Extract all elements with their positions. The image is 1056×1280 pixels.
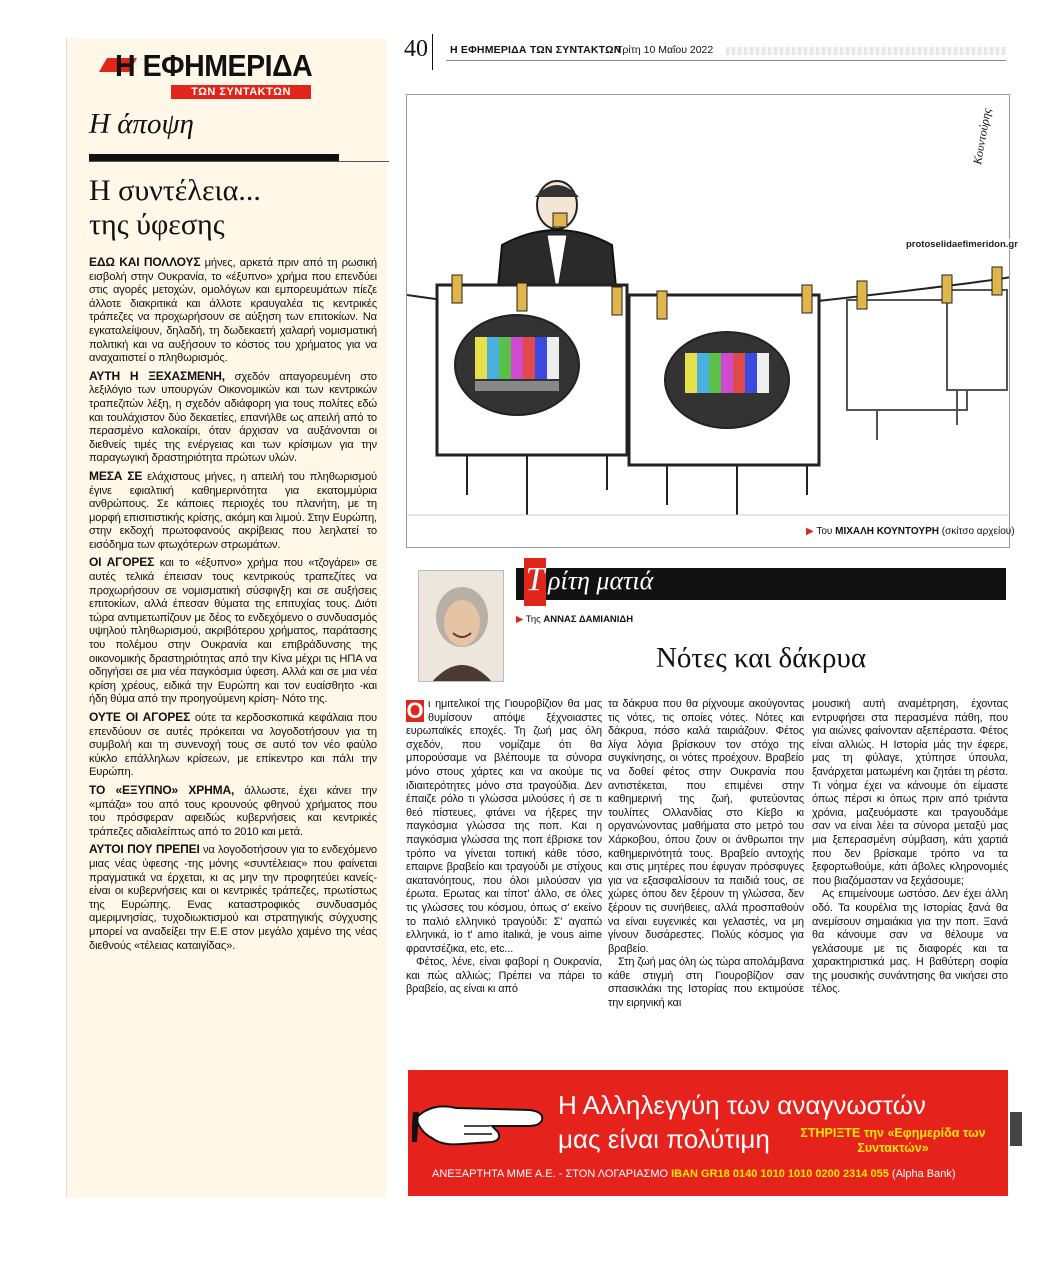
paragraph-text: να λογοδοτήσουν για το ενδεχόμενο μιας νέας ύφεσης -της μόνης «συντέλειας» που φαίνεται πραγματικά να έρχεται, κι ας μην την προφητεύει κανείς- είναι οι κυβερνήσεις και οι κεντρικές τράπεζες, πρωτίστως της Ευρώπης. Ενας καταστροφικός συνδυασμός αμεριμνησίας, τυχοδιωκτισμού και στρατηγικής σύγχυσης μπορεί να αναδείξει την Ε.Ε στον μεγάλο χαμένο της νέας διεθνούς «τέλειας καταιγίδας».	[89, 844, 377, 952]
tv-screen-left	[437, 285, 627, 515]
article-column-2	[608, 698, 804, 1011]
byline-pre: Της	[525, 614, 544, 625]
masthead-logo	[115, 48, 363, 99]
paragraph-text: και το «έξυπνο» χρήμα που «τζογάρει» σε αυτές τελικά έπεισαν τους κεντρικούς τραπεζίτες να προχωρήσουν σε νομισματική σύσφιγξη και σε αυξήσεις επιτοκίων, αλλά έπεσαν θύματα της επιτυχίας τους. Διότι τώρα αντιμετωπίζουν με δέος το ενδεχόμενο ο συνδυασμός υψηλού πληθωρισμού, ακριβότερου χρήματος, παράτασης του πολέμου στην Ουκρανία και επιβράδυνσης της οικονομικής δραστηριότητας από την Κίνα μέχρι τις ΗΠΑ να οδηγήσει σε μια νέα παγκόσμια ύφεση. Αλλά και σε μια νέα κρίση χρέους, ειδικά την Ευρώπη και τον ευαίσθητο -και ήδη θύμα από την προηγούμενη κρίση- Νότο της.	[89, 557, 377, 706]
header-paper-name: Η ΕΦΗΜΕΡΙΔΑ ΤΩΝ ΣΥΝΤΑΚΤΩΝ	[450, 44, 622, 56]
paragraph-lead: ΑΥΤΗ Η ΞΕΧΑΣΜΕΝΗ,	[89, 368, 225, 383]
editorial-paragraph	[89, 556, 377, 707]
article-paragraph: Ας επιμείνουμε ωστόσο. Δεν έχει άλλη οδό. Τα κουρέλια της Ιστορίας ξανά θα ανεμίσουν σημαιάκια για την ποπ. Ξανά θα κάνουμε σαν να θέλουμε να γελάσουμε με τις διαφορές και τα χαρακτηριστικά μας. Η βαθύτερη σοφία της μουσικής συνάντησης θα νικήσει στο τέλος.	[812, 888, 1008, 996]
iban-label: IBAN	[671, 1168, 698, 1180]
article-column-1	[406, 698, 602, 997]
header-date: Τρίτη 10 Μαΐου 2022	[616, 44, 714, 56]
editorial-paragraph	[89, 370, 377, 466]
newspaper-page	[36, 30, 1020, 1230]
bank-name: (Alpha Bank)	[888, 1168, 956, 1180]
editorial-paragraph	[89, 784, 377, 839]
author-photo	[418, 570, 504, 682]
paragraph-text: ελάχιστους μήνες, η απειλή του πληθωρισμού έγινε εφιαλτική καθημερινότητα για εκατομμύρια ανθρώπους. Σε κάποιες περιοχές του πλανήτη, με τη μορφή επισιτιστικής κρίσης, ακόμη και λιμού. Στην Ευρώπη, στην εκδοχή πρωτοφανούς ακρίβειας που λεηλατεί το εισόδημα των φτωχότερων στρωμάτων.	[89, 470, 377, 551]
byline-author: ΑΝΝΑΣ ΔΑΜΙΑΝΙΔΗ	[543, 614, 634, 625]
caption-pre: Του	[816, 526, 836, 537]
paragraph-text: ι ημιτελικοί της Γιουροβίζιον θα μας θυμίσουν απόψε ξέχνοιαστες ευρωπαϊκές εποχές. Τη ζωή μας όλη σχεδόν, που νομίζαμε ότι θα μπορούσαμε να βλέπουμε τα σύνορα μόνο στους χάρτες και να ακούμε τις ιδιαιτερότητες μόνο στα τραγούδια. Δεν έπαιζε ρόλο τι γλώσσα μιλούσες ή σε τι θεό πίστευες, φτάνει να ήξερες την παγκόσμια γλώσσα της ποπ. Και η παγκόσμια γλώσσα της ποπ έβρισκε τον τρόπο να γίνεται τοπική κάθε τόσο, επαιρνε βραβείο και τραγούδι με στίχους ακατανόητους, που όλοι μιλούσαν για έρωτα. Ερωτας και τίποτ' άλλο, σε όλες τις γλώσσες του κόσμου, όπως σ' εκείνο το παλιό ελληνικό τραγούδι: Σ' αγαπώ ελληνικά, io t' amo italικά, je vous aime φραντσέζικα, etc, etc...	[406, 698, 602, 955]
author-portrait	[419, 571, 504, 682]
triangle-icon: ▶	[806, 526, 814, 537]
header-rule	[446, 60, 1006, 61]
paragraph-lead: ΕΔΩ ΚΑΙ ΠΟΛΛΟΥΣ	[89, 255, 201, 269]
column-heading-name: ρίτη ματιά	[548, 566, 654, 595]
pointing-hand-icon	[412, 1088, 552, 1158]
editorial-title-line: Η συντέλεια...	[89, 174, 261, 207]
paragraph-lead: ΟΙ ΑΓΟΡΕΣ	[89, 555, 155, 570]
ad-headline-line2: μας είναι πολύτιμη	[558, 1124, 770, 1154]
article-paragraph	[406, 698, 602, 956]
editorial-paragraph	[89, 256, 377, 366]
kicker-rule-thin	[89, 161, 389, 162]
ad-call-to-action: ΣΤΗΡΙΞΤΕ την «Εφημερίδα των Συντακτών»	[800, 1126, 986, 1155]
drop-cap: Ο	[406, 698, 424, 723]
solidarity-ad	[408, 1070, 1008, 1196]
bank-prefix: ΑΝΕΞΑΡΤΗΤΑ ΜΜΕ Α.Ε. - ΣΤΟΝ ΛΟΓΑΡΙΑΣΜΟ	[432, 1168, 672, 1180]
tv-screen-right	[629, 295, 819, 515]
editorial-title	[89, 174, 379, 242]
article-paragraph: Φέτος, λένε, είναι φαβορί η Ουκρανία, και πώς αλλιώς; Πρέπει να πάρει το βραβείο, ας είναι κι από	[406, 956, 602, 996]
editorial-paragraph	[89, 711, 377, 780]
cartoon-illustration	[406, 94, 1010, 548]
cartoon-drawing	[407, 95, 1010, 548]
article-column-3	[812, 698, 1008, 997]
masthead-name: Η ΕΦΗΜΕΡΙΔΑ	[115, 48, 313, 83]
column-heading-letter: Τ	[524, 558, 546, 606]
column-article-title: Νότες και δάκρυα	[655, 642, 867, 674]
scan-edge-mark	[1010, 1112, 1022, 1146]
tv-screen-far	[847, 290, 1007, 440]
editorial-kicker: Η άποψη	[89, 108, 194, 140]
ad-headline-line1: Η Αλληλεγγύη των αναγνωστών	[558, 1090, 926, 1120]
iban-number: GR18 0140 1010 1010 0200 2314 055	[698, 1168, 889, 1180]
article-paragraph: μουσική αυτή αναμέτρηση, έχοντας εντρυφήσει στα περασμένα πάθη, που για αιώνες φαίνονταν αξεπέραστα. Φέτος είναι αλλιώς. Η Ιστορία μάς την έφερε, μας τη φύλαγε, χτύπησε ύπουλα, ξανάρχεται ματωμένη και ζητάει τη ρέστα. Τι νόημα έχει να κάνουμε ότι είμαστε όπως πέρσι κι όπως πριν από τριάντα χρόνια, μαζευόμαστε και τραγουδάμε σαν να είναι λέει τα σύνορα μεταξύ μας μια ξεπερασμένη σύμβαση, κάτι χαρτιά που δεν βρίσκαμε τρόπο να τα ξεφορτωθούμε, κάτι άβολες κληρονομιές που βιαζόμασταν να ξεχάσουμε;	[812, 698, 1008, 887]
paragraph-lead: ΑΥΤΟΙ ΠΟΥ ΠΡΕΠΕΙ	[89, 842, 200, 857]
ad-bank-details	[432, 1168, 956, 1180]
paragraph-text: σχεδόν απαγορευμένη στο λεξιλόγιο των υπουργών Οικονομικών και των κεντρικών τραπεζιτών λέξη, η σχεδόν αδιάφορη για τους πολίτες εδώ και τουλάχιστον δύο δεκαετίες, επανήλθε ως απειλή από το περασμένο καλοκαίρι, όταν άρχισαν να αυξάνονται οι διεθνείς τιμές της ενέργειας και των κρίσιμων για την παραγωγική δραστηριότητα πρώτων υλών.	[89, 370, 378, 465]
editorial-column	[66, 38, 386, 1198]
paragraph-text: άλλωστε, έχει κάνει την «μπάζα» του από τους κρουνούς φθηνού χρήματος που του πρόσφεραν αφειδώς κυβερνήσεις και κεντρικές τράπεζες αδιαλείπτως από το 2010 και μετά.	[89, 784, 377, 838]
paragraph-lead: ΤΟ «ΕΞΥΠΝΟ» ΧΡΗΜΑ,	[89, 782, 235, 797]
cartoon-caption	[806, 526, 1015, 537]
paragraph-text: ούτε τα κερδοσκοπικά κεφάλαια που επενδύουν σε αυτές πρόκειται να λογοδοτήσουν για τη συμβολή και τη συνενοχή τους σε αυτό τον νέο φαύλο κύκλο επάλληλων κρίσεων, με επίκεντρο και πάλι την Ευρώπη.	[89, 712, 377, 779]
header-separator	[432, 34, 433, 70]
caption-post: (σκίτσο αρχείου)	[938, 526, 1015, 537]
caption-author: ΜΙΧΑΛΗ ΚΟΥΝΤΟΥΡΗ	[835, 526, 939, 537]
article-paragraph: τα δάκρυα που θα ρίχνουμε ακούγοντας τις νότες, τις οποίες νότες. Νότες και δάκρυα, πόσο καλά ταιριάζουν. Φέτος λίγα λόγια βρίσκουν τον στόχο της συγκίνησης, οι νότες προέχουν. Βραβείο να δοθεί φέτος στην Ουκρανία που αντιστέκεται, που επιμένει στην καθημερινή της ζωή, φυτεύοντας τουλίπες Ολλανδίας στο Κίεβο κι οργανώνοντας μαθήματα στο μετρό του Χάρκοβου, όπου ζουν οι άνθρωποι την καθημερινότητά τους. Βραβείο αντοχής και στις μητέρες που έφυγαν πρόσφυγες για να εξασφαλίσουν τα παιδιά τους, σε χώρες όπου δεν ξέρουν τη γλώσσα, δεν ξέρουν τις συνήθειες, αλλά προσπαθούν να είναι ευγενικές και γελαστές, να μη γίνουν δυσάρεστες. Πολύς κόσμος για βραβείο.	[608, 698, 804, 955]
triangle-icon: ▶	[516, 614, 524, 625]
cartoonist-signature: Κουντούρης	[970, 107, 994, 166]
paragraph-text: μήνες, αρκετά πριν από τη ρωσική εισβολή στην Ουκρανία, το «έξυπνο» χρήμα που επενδύει στις αγορές μετοχών, ομολόγων και εμπορευμάτων πίεζε άλλοτε διακριτικά και άλλοτε κραυγαλέα τις κεντρικές τράπεζες να προχωρήσουν σε αύξηση των επιτοκίων. Να εγκαταλείψουν, δηλαδή, τη δωδεκαετή χαλαρή νομισματική πολιτική και να αυξήσουν το κόστος του χρήματος για να αναχαιτιστεί ο πληθωρισμός.	[89, 257, 378, 365]
watermark: protoselidaefimeridon.gr	[906, 239, 1018, 250]
page-number: 40	[404, 36, 428, 62]
article-paragraph: Στη ζωή μας όλη ώς τώρα απολάμβανα κάθε στιγμή στη Γιουροβίζιον σαν σπασικλάκι της Ιστορίας που εκτιμούσε την ειρηνική και	[608, 956, 804, 1010]
masthead-sub: ΤΩΝ ΣΥΝΤΑΚΤΩΝ	[171, 85, 311, 99]
paragraph-lead: ΟΥΤΕ ΟΙ ΑΓΟΡΕΣ	[89, 710, 191, 724]
editorial-title-line: της ύφεσης	[89, 208, 225, 241]
column-byline	[516, 614, 633, 625]
header-pattern-bar	[726, 47, 1006, 55]
paragraph-lead: ΜΕΣΑ ΣΕ	[89, 468, 143, 483]
editorial-paragraph	[89, 843, 377, 953]
editorial-body	[89, 256, 377, 957]
editorial-paragraph	[89, 470, 377, 553]
